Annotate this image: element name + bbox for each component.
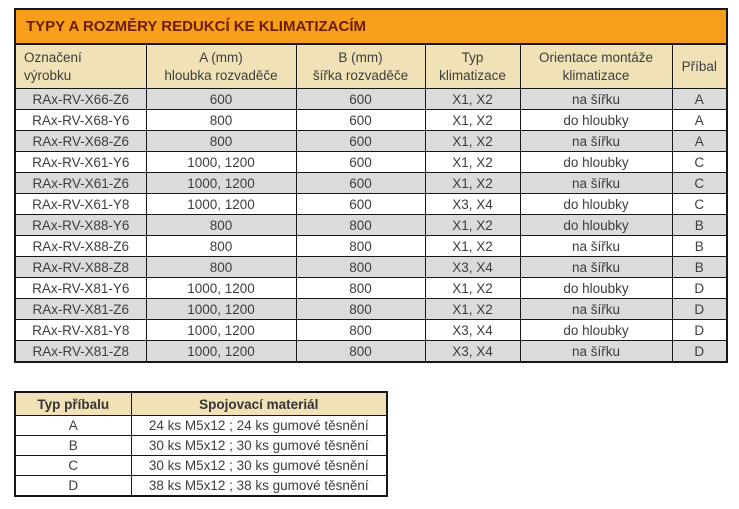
table-cell: D [672,341,727,363]
header-line: Typ [461,50,484,65]
accessory-row [15,436,387,456]
column-header-accessory [672,44,727,89]
column-header-ac-type [425,44,520,89]
header-line: Orientace montáže [538,50,654,65]
main-header-row [15,44,727,89]
table-cell: X1, X2 [425,131,520,152]
product-row [15,152,727,173]
table-cell: X3, X4 [425,341,520,363]
column-header-orientation [520,44,672,89]
table-cell: 600 [296,131,425,152]
table-cell: A [15,416,131,436]
table-cell: D [672,278,727,299]
table-cell: 800 [296,236,425,257]
column-header-width [296,44,425,89]
product-row [15,257,727,278]
table-title: TYPY A ROZMĚRY REDUKCÍ KE KLIMATIZACÍM [15,9,727,44]
table-cell: RAx-RV-X68-Z6 [15,131,146,152]
table-cell: RAx-RV-X61-Y8 [15,194,146,215]
product-row [15,89,727,110]
table-cell: B [15,436,131,456]
table-cell: 800 [296,215,425,236]
table-cell: X3, X4 [425,257,520,278]
table-cell: RAx-RV-X81-Y8 [15,320,146,341]
table-cell: 800 [146,110,296,131]
table-cell: RAx-RV-X61-Z6 [15,173,146,194]
table-cell: 600 [296,194,425,215]
table-cell: RAx-RV-X81-Z8 [15,341,146,363]
table-cell: 800 [146,257,296,278]
table-cell: X1, X2 [425,299,520,320]
table-cell: X3, X4 [425,320,520,341]
table-cell: 1000, 1200 [146,320,296,341]
table-cell: RAx-RV-X88-Z8 [15,257,146,278]
column-header-depth [146,44,296,89]
product-row [15,278,727,299]
table-cell: 1000, 1200 [146,278,296,299]
table-cell: X1, X2 [425,173,520,194]
accessory-row [15,456,387,476]
product-row [15,131,727,152]
accessory-header-row [15,392,387,416]
table-cell: na šířku [520,236,672,257]
header-line: B (mm) [338,50,383,65]
table-cell: RAx-RV-X81-Z6 [15,299,146,320]
column-header-product [15,44,146,89]
header-line: hloubka rozvaděče [164,67,278,83]
table-cell: RAx-RV-X88-Z6 [15,236,146,257]
table-cell: 800 [146,131,296,152]
header-line: Příbal [681,58,717,74]
product-row [15,173,727,194]
table-cell: RAx-RV-X88-Y6 [15,215,146,236]
product-row [15,299,727,320]
table-cell: 600 [296,173,425,194]
table-cell: 30 ks M5x12 ; 30 ks gumové těsnění [131,456,387,476]
header-line: šířka rozvaděče [312,67,409,83]
table-cell: RAx-RV-X66-Z6 [15,89,146,110]
table-cell: 30 ks M5x12 ; 30 ks gumové těsnění [131,436,387,456]
table-cell: 800 [146,215,296,236]
table-cell: do hloubky [520,152,672,173]
accessory-row [15,476,387,497]
table-cell: na šířku [520,299,672,320]
table-cell: 1000, 1200 [146,299,296,320]
table-cell: B [672,215,727,236]
reduction-types-table [14,8,728,363]
header-line: A (mm) [199,50,243,65]
product-row [15,110,727,131]
table-cell: A [672,131,727,152]
table-cell: do hloubky [520,110,672,131]
accessory-row [15,416,387,436]
table-cell: X1, X2 [425,278,520,299]
table-cell: 800 [296,341,425,363]
header-line: Označení [24,50,82,65]
table-cell: 800 [296,278,425,299]
table-cell: na šířku [520,341,672,363]
table-cell: na šířku [520,173,672,194]
table-cell: 1000, 1200 [146,194,296,215]
table-cell: do hloubky [520,194,672,215]
column-header-joining-material: Spojovací materiál [131,392,387,416]
table-cell: do hloubky [520,278,672,299]
table-cell: 600 [146,89,296,110]
table-cell: D [672,299,727,320]
table-cell: X1, X2 [425,236,520,257]
table-cell: 800 [296,257,425,278]
table-cell: D [672,320,727,341]
product-row [15,215,727,236]
table-cell: X1, X2 [425,215,520,236]
header-line: klimatizace [439,67,506,83]
table-cell: X1, X2 [425,110,520,131]
header-line: výrobku [24,67,72,83]
table-cell: A [672,89,727,110]
table-cell: 600 [296,89,425,110]
table-cell: 24 ks M5x12 ; 24 ks gumové těsnění [131,416,387,436]
column-header-pack-type: Typ příbalu [15,392,131,416]
table-cell: C [672,194,727,215]
table-cell: na šířku [520,131,672,152]
header-line: klimatizace [562,67,630,83]
table-cell: RAx-RV-X81-Y6 [15,278,146,299]
table-cell: 800 [296,320,425,341]
table-cell: B [672,236,727,257]
table-cell: B [672,257,727,278]
table-cell: C [672,152,727,173]
table-title-row [15,9,727,44]
table-cell: 1000, 1200 [146,173,296,194]
accessory-pack-table [14,391,388,497]
table-cell: 600 [296,110,425,131]
product-row [15,320,727,341]
table-cell: A [672,110,727,131]
product-row [15,194,727,215]
table-cell: D [15,476,131,497]
table-cell: 800 [296,299,425,320]
table-cell: X1, X2 [425,89,520,110]
product-row [15,236,727,257]
table-cell: 800 [146,236,296,257]
table-cell: do hloubky [520,215,672,236]
table-cell: RAx-RV-X61-Y6 [15,152,146,173]
table-cell: C [672,173,727,194]
table-cell: C [15,456,131,476]
table-cell: 1000, 1200 [146,152,296,173]
table-cell: do hloubky [520,320,672,341]
table-cell: na šířku [520,89,672,110]
table-cell: RAx-RV-X68-Y6 [15,110,146,131]
table-cell: X3, X4 [425,194,520,215]
table-cell: X1, X2 [425,152,520,173]
table-cell: 1000, 1200 [146,341,296,363]
product-row [15,341,727,363]
table-cell: 600 [296,152,425,173]
table-cell: na šířku [520,257,672,278]
table-cell: 38 ks M5x12 ; 38 ks gumové těsnění [131,476,387,497]
